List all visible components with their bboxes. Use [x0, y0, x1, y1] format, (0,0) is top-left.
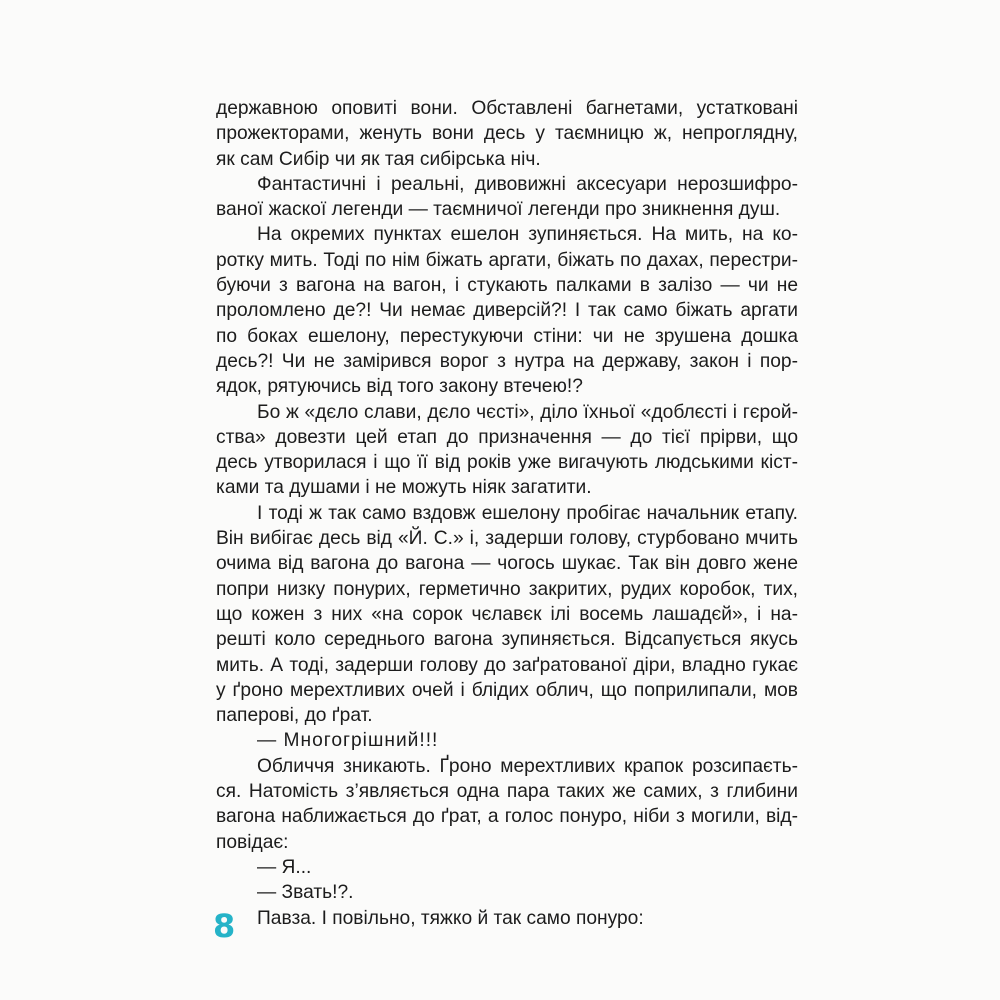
- text-line: попри низку понурих, герметично закритих, рудих коробок, тих,: [216, 578, 798, 600]
- text-line: як сам Сибір чи як тая сибірська ніч.: [216, 148, 541, 170]
- text-line: ядок, рятуючись від того закону втечею!?: [216, 376, 583, 398]
- text-line: решті коло середнього вагона зупиняється. Відсапується якусь: [216, 629, 798, 651]
- paragraph-first-line: Фантастичні і реальні, дивовижні аксесуари нерозшифро-: [257, 173, 798, 195]
- text-line: десь утворилася і що її від років уже вигачують людськими кіст-: [216, 452, 798, 474]
- body-text: [216, 96, 798, 931]
- dialogue-line: — Многогрішний!!!: [257, 730, 439, 752]
- text-line: мить. А тоді, задерши голову до заґратованої діри, владно гукає: [216, 654, 798, 676]
- text-line: ками та душами і не можуть ніяк загатити.: [216, 477, 592, 499]
- text-line: очима від вагона до вагона — чогось шукає. Так він довго жене: [216, 553, 798, 575]
- paragraph-first-line: І тоді ж так само вздовж ешелону пробігає начальник етапу.: [257, 502, 798, 524]
- text-line: десь?! Чи не замірився ворог з нутра на державу, закон і пор-: [216, 350, 798, 372]
- text-line: проломлено де?! Чи немає диверсій?! І так само біжать аргати: [216, 300, 798, 322]
- paragraph-first-line: Обличчя зникають. Ґроно мерехтливих крапок розсипаєть-: [257, 755, 798, 777]
- text-line: ся. Натомість з’являється одна пара таких же самих, з глибини: [216, 781, 798, 803]
- text-line: повідає:: [216, 831, 289, 853]
- dialogue-line: — Я...: [257, 856, 312, 878]
- paragraph-first-line: На окремих пунктах ешелон зупиняється. На мить, на ко-: [257, 224, 798, 246]
- paragraph-first-line: Бо ж «дєло слави, дєло чєсті», діло їхньої «доблєсті і гєрой-: [257, 401, 798, 423]
- dialogue-line: — Звать!?.: [257, 882, 354, 904]
- page-number: 8: [213, 907, 236, 945]
- text-line: ротку мить. Тоді по нім біжать аргати, біжать по дахах, перестри-: [216, 249, 798, 271]
- text-line: державною оповиті вони. Обставлені багнетами, устатковані: [216, 98, 798, 119]
- text-line: прожекторами, женуть вони десь у таємницю ж, непроглядну,: [216, 123, 798, 145]
- text-line: Він вибігає десь від «Й. С.» і, задерши голову, стурбовано мчить: [216, 528, 798, 550]
- text-line: що кожен з них «на сорок чєлавєк ілі восемь лашадєй», і на-: [216, 603, 798, 625]
- text-line: вагона наближається до ґрат, а голос понуро, ніби з могили, від-: [216, 806, 798, 828]
- text-line: по боках ешелону, перестукуючи стіни: чи не зрушена дошка: [216, 325, 798, 347]
- text-line: буючи з вагона на вагон, і стукають палками в залізо — чи не: [216, 275, 798, 297]
- paragraph-first-line: Павза. І повільно, тяжко й так само понуро:: [257, 907, 644, 929]
- text-line: ваної жаскої легенди — таємничої легенди про зникнення душ.: [216, 199, 781, 221]
- text-line: у ґроно мерехтливих очей і блідих облич, що поприлипали, мов: [216, 679, 798, 701]
- text-line: паперові, до ґрат.: [216, 705, 373, 727]
- text-line: ства» довезти цей етап до призначення — до тієї прірви, що: [216, 426, 798, 448]
